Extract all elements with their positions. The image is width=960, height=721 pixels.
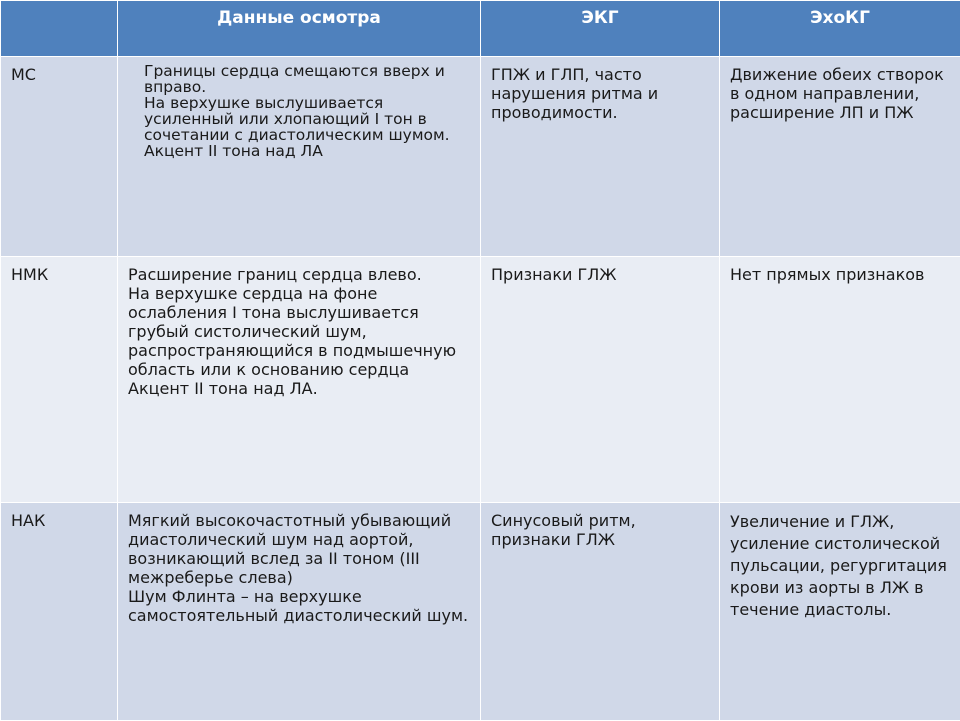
- row-label-ms: МС: [1, 57, 118, 257]
- exam-cell-nak: [118, 503, 481, 721]
- exam-line: На верхушке выслушивается усиленный или хлопающий I тон в сочетании с диастолическим шумом.: [144, 95, 472, 143]
- exam-line: На верхушке сердца на фоне ослабления I тона выслушивается грубый систолический шум, распространяющийся в подмышечную область или к основанию сердца: [128, 284, 472, 379]
- row-label-nak: НАК: [1, 503, 118, 721]
- header-echo: ЭхоКГ: [720, 1, 960, 57]
- echo-cell-ms: Движение обеих створок в одном направлении, расширение ЛП и ПЖ: [720, 57, 960, 257]
- table-row-nak: [1, 503, 960, 721]
- exam-line: Акцент II тона над ЛА.: [128, 379, 472, 398]
- exam-line: Границы сердца смещаются вверх и вправо.: [144, 63, 472, 95]
- exam-line: Акцент II тона над ЛА: [144, 143, 472, 159]
- row-label-nmk: НМК: [1, 257, 118, 503]
- header-exam: Данные осмотра: [118, 1, 481, 57]
- echo-cell-nmk: Нет прямых признаков: [720, 257, 960, 503]
- ecg-cell-nak: Синусовый ритм, признаки ГЛЖ: [481, 503, 720, 721]
- echo-cell-nak: Увеличение и ГЛЖ, усиление систолической пульсации, регургитация крови из аорты в ЛЖ в течение диастолы.: [720, 503, 960, 721]
- table-header-row: [1, 1, 960, 57]
- ecg-cell-ms: ГПЖ и ГЛП, часто нарушения ритма и проводимости.: [481, 57, 720, 257]
- header-ecg: ЭКГ: [481, 1, 720, 57]
- exam-cell-nmk: [118, 257, 481, 503]
- exam-cell-ms: [118, 57, 481, 257]
- header-corner-cell: [1, 1, 118, 57]
- ecg-cell-nmk: Признаки ГЛЖ: [481, 257, 720, 503]
- table-row-ms: [1, 57, 960, 257]
- exam-line: Шум Флинта – на верхушке самостоятельный диастолический шум.: [128, 587, 472, 625]
- exam-line: Мягкий высокочастотный убывающий диастолический шум над аортой, возникающий вслед за II тоном (III межреберье слева): [128, 511, 472, 587]
- exam-line: Расширение границ сердца влево.: [128, 265, 472, 284]
- table-row-nmk: [1, 257, 960, 503]
